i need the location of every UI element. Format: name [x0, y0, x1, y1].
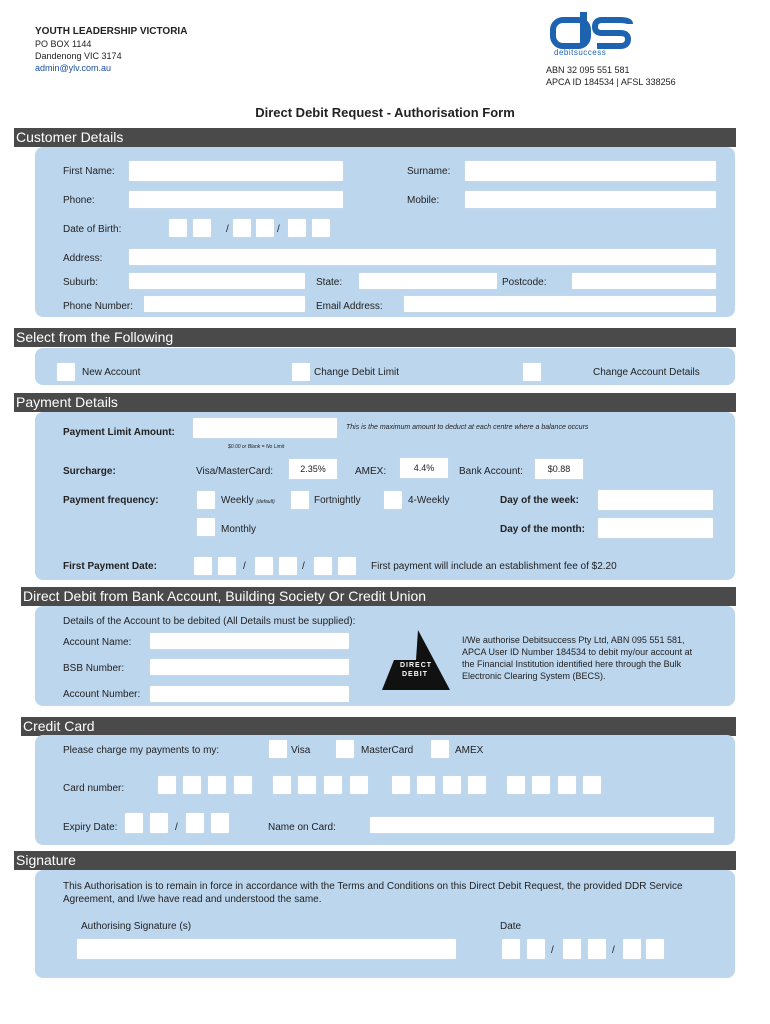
phone-field[interactable] [128, 190, 344, 209]
visa-label: Visa [291, 745, 311, 756]
fortnightly-checkbox[interactable] [290, 490, 310, 510]
amex-label-cc: AMEX [455, 745, 484, 756]
first-name-label: First Name: [63, 166, 115, 177]
org-address-1: PO BOX 1144 [35, 39, 92, 49]
direct-debit-logo [380, 628, 452, 693]
change-limit-label: Change Debit Limit [314, 367, 400, 378]
sig-date-year-2[interactable] [645, 938, 665, 960]
limit-note: This is the maximum amount to deduct at each centre where a balance occurs [346, 424, 589, 431]
amex-label: AMEX: [355, 466, 387, 477]
account-name-field[interactable] [149, 632, 350, 650]
dob-year-1[interactable] [287, 218, 307, 238]
mastercard-checkbox[interactable] [335, 739, 355, 759]
dd-intro: Details of the Account to be debited (All Details must be supplied): [63, 616, 356, 627]
card-digit-14[interactable] [531, 775, 551, 795]
card-digit-7[interactable] [323, 775, 343, 795]
form-title: Direct Debit Request - Authorisation Form [255, 105, 515, 120]
change-details-label: Change Account Details [593, 367, 700, 378]
signature-text-2: Agreement, and I/we have read and understood the same. [63, 894, 322, 905]
mobile-label: Mobile: [407, 195, 440, 206]
expiry-label: Expiry Date: [63, 822, 118, 833]
direct-debit-header: Direct Debit from Bank Account, Building Society Or Credit Union [21, 587, 736, 606]
amex-surcharge: 4.4% [399, 457, 449, 479]
suburb-field[interactable] [128, 272, 306, 290]
card-digit-1[interactable] [157, 775, 177, 795]
change-details-checkbox[interactable] [522, 362, 542, 382]
expiry-month-2[interactable] [149, 812, 169, 834]
surname-field[interactable] [464, 160, 717, 182]
dob-label: Date of Birth: [63, 224, 122, 235]
dd-logo-line1: DIRECT [400, 662, 433, 669]
first-name-field[interactable] [128, 160, 344, 182]
phone-number-field[interactable] [143, 295, 306, 313]
first-date-day-1[interactable] [193, 556, 213, 576]
day-week-field[interactable] [597, 489, 714, 511]
sig-date-month-1[interactable] [562, 938, 582, 960]
first-date-slash-1: / [243, 561, 246, 572]
monthly-checkbox[interactable] [196, 517, 216, 537]
new-account-label: New Account [82, 367, 141, 378]
auth-signature-label: Authorising Signature (s) [81, 921, 192, 932]
card-digit-6[interactable] [297, 775, 317, 795]
card-digit-5[interactable] [272, 775, 292, 795]
visa-mc-surcharge: 2.35% [288, 458, 338, 480]
card-digit-16[interactable] [582, 775, 602, 795]
bank-label: Bank Account: [459, 466, 523, 477]
bank-surcharge: $0.88 [534, 458, 584, 480]
surcharge-label: Surcharge: [63, 466, 116, 477]
card-digit-9[interactable] [391, 775, 411, 795]
account-name-label: Account Name: [63, 637, 132, 648]
card-digit-15[interactable] [557, 775, 577, 795]
address-label: Address: [63, 253, 103, 264]
sig-date-slash-1: / [551, 945, 554, 956]
postcode-label: Postcode: [502, 277, 547, 288]
org-email-link[interactable]: admin@ylv.com.au [35, 63, 111, 73]
sig-date-day-1[interactable] [501, 938, 521, 960]
dob-year-2[interactable] [311, 218, 331, 238]
expiry-year-2[interactable] [210, 812, 230, 834]
card-digit-2[interactable] [182, 775, 202, 795]
first-date-month-2[interactable] [278, 556, 298, 576]
weekly-label: Weekly (default) [221, 495, 275, 506]
dob-slash-2: / [277, 224, 280, 235]
bsb-label: BSB Number: [63, 663, 125, 674]
dob-day-1[interactable] [168, 218, 188, 238]
frequency-label: Payment frequency: [63, 495, 159, 506]
customer-details-header: Customer Details [14, 128, 736, 147]
card-digit-12[interactable] [467, 775, 487, 795]
card-digit-3[interactable] [207, 775, 227, 795]
weekly-checkbox[interactable] [196, 490, 216, 510]
first-date-year-1[interactable] [313, 556, 333, 576]
limit-field[interactable] [192, 417, 338, 439]
new-account-checkbox[interactable] [56, 362, 76, 382]
expiry-slash: / [175, 822, 178, 833]
first-date-slash-2: / [302, 561, 305, 572]
mastercard-label: MasterCard [361, 745, 414, 756]
amex-checkbox[interactable] [430, 739, 450, 759]
expiry-year-1[interactable] [185, 812, 205, 834]
name-on-card-field[interactable] [369, 816, 715, 834]
phone-number-label: Phone Number: [63, 301, 134, 312]
day-month-field[interactable] [597, 517, 714, 539]
four-weekly-checkbox[interactable] [383, 490, 403, 510]
dd-authorise-3: the Financial Institution identified here through the Bulk [462, 659, 682, 669]
org-name: YOUTH LEADERSHIP VICTORIA [35, 26, 188, 37]
card-digit-10[interactable] [416, 775, 436, 795]
first-date-label: First Payment Date: [63, 561, 157, 572]
visa-mc-label: Visa/MasterCard: [196, 466, 274, 477]
change-limit-checkbox[interactable] [291, 362, 311, 382]
card-number-label: Card number: [63, 783, 125, 794]
dd-logo-line2: DEBIT [402, 671, 428, 678]
dob-slash-1: / [226, 224, 229, 235]
card-digit-8[interactable] [349, 775, 369, 795]
first-date-day-2[interactable] [217, 556, 237, 576]
company-abn: ABN 32 095 551 581 [546, 65, 630, 75]
sig-date-day-2[interactable] [526, 938, 546, 960]
day-week-label: Day of the week: [500, 495, 579, 506]
visa-checkbox[interactable] [268, 739, 288, 759]
company-apca: APCA ID 184534 | AFSL 338256 [546, 77, 676, 87]
account-number-field[interactable] [149, 685, 350, 703]
dd-authorise-1: I/We authorise Debitsuccess Pty Ltd, ABN 095 551 581, [462, 635, 685, 645]
signature-date-label: Date [500, 921, 522, 932]
limit-hint: $0.00 or Blank = No Limit [228, 444, 285, 450]
org-address-2: Dandenong VIC 3174 [35, 51, 122, 61]
name-on-card-label: Name on Card: [268, 822, 336, 833]
signature-header: Signature [14, 851, 736, 870]
first-date-year-2[interactable] [337, 556, 357, 576]
bsb-field[interactable] [149, 658, 350, 676]
fortnightly-label: Fortnightly [314, 495, 361, 506]
surname-label: Surname: [407, 166, 451, 177]
card-digit-13[interactable] [506, 775, 526, 795]
dob-month-2[interactable] [255, 218, 275, 238]
phone-label: Phone: [63, 195, 95, 206]
limit-label: Payment Limit Amount: [63, 427, 175, 438]
dd-authorise-2: APCA User ID Number 184534 to debit my/our account at [462, 647, 693, 657]
dob-day-2[interactable] [192, 218, 212, 238]
logo-subtext: debitsuccess [554, 48, 607, 57]
dob-month-1[interactable] [232, 218, 252, 238]
select-header: Select from the Following [14, 328, 736, 347]
sig-date-year-1[interactable] [622, 938, 642, 960]
email-label: Email Address: [316, 301, 383, 312]
expiry-month-1[interactable] [124, 812, 144, 834]
dd-authorise-4: Electronic Clearing System (BECS). [462, 671, 606, 681]
card-digit-4[interactable] [233, 775, 253, 795]
debitsuccess-logo [550, 10, 640, 60]
suburb-label: Suburb: [63, 277, 99, 288]
mobile-field[interactable] [464, 190, 717, 209]
card-digit-11[interactable] [442, 775, 462, 795]
signature-text-1: This Authorisation is to remain in force in accordance with the Terms and Conditions on this Direct Debit Request, the provided DDR Service [63, 881, 683, 892]
sig-date-slash-2: / [612, 945, 615, 956]
state-field[interactable] [358, 272, 498, 290]
sig-date-month-2[interactable] [587, 938, 607, 960]
four-weekly-label: 4-Weekly [408, 495, 450, 506]
state-label: State: [316, 277, 343, 288]
day-month-label: Day of the month: [500, 524, 585, 535]
postcode-field[interactable] [571, 272, 717, 290]
credit-card-header: Credit Card [21, 717, 736, 736]
account-number-label: Account Number: [63, 689, 141, 700]
payment-header: Payment Details [14, 393, 736, 412]
charge-label: Please charge my payments to my: [63, 745, 220, 756]
email-field[interactable] [403, 295, 717, 313]
address-field[interactable] [128, 248, 717, 266]
monthly-label: Monthly [221, 524, 257, 535]
first-payment-note: First payment will include an establishment fee of $2.20 [371, 561, 617, 572]
signature-field[interactable] [76, 938, 457, 960]
first-date-month-1[interactable] [254, 556, 274, 576]
